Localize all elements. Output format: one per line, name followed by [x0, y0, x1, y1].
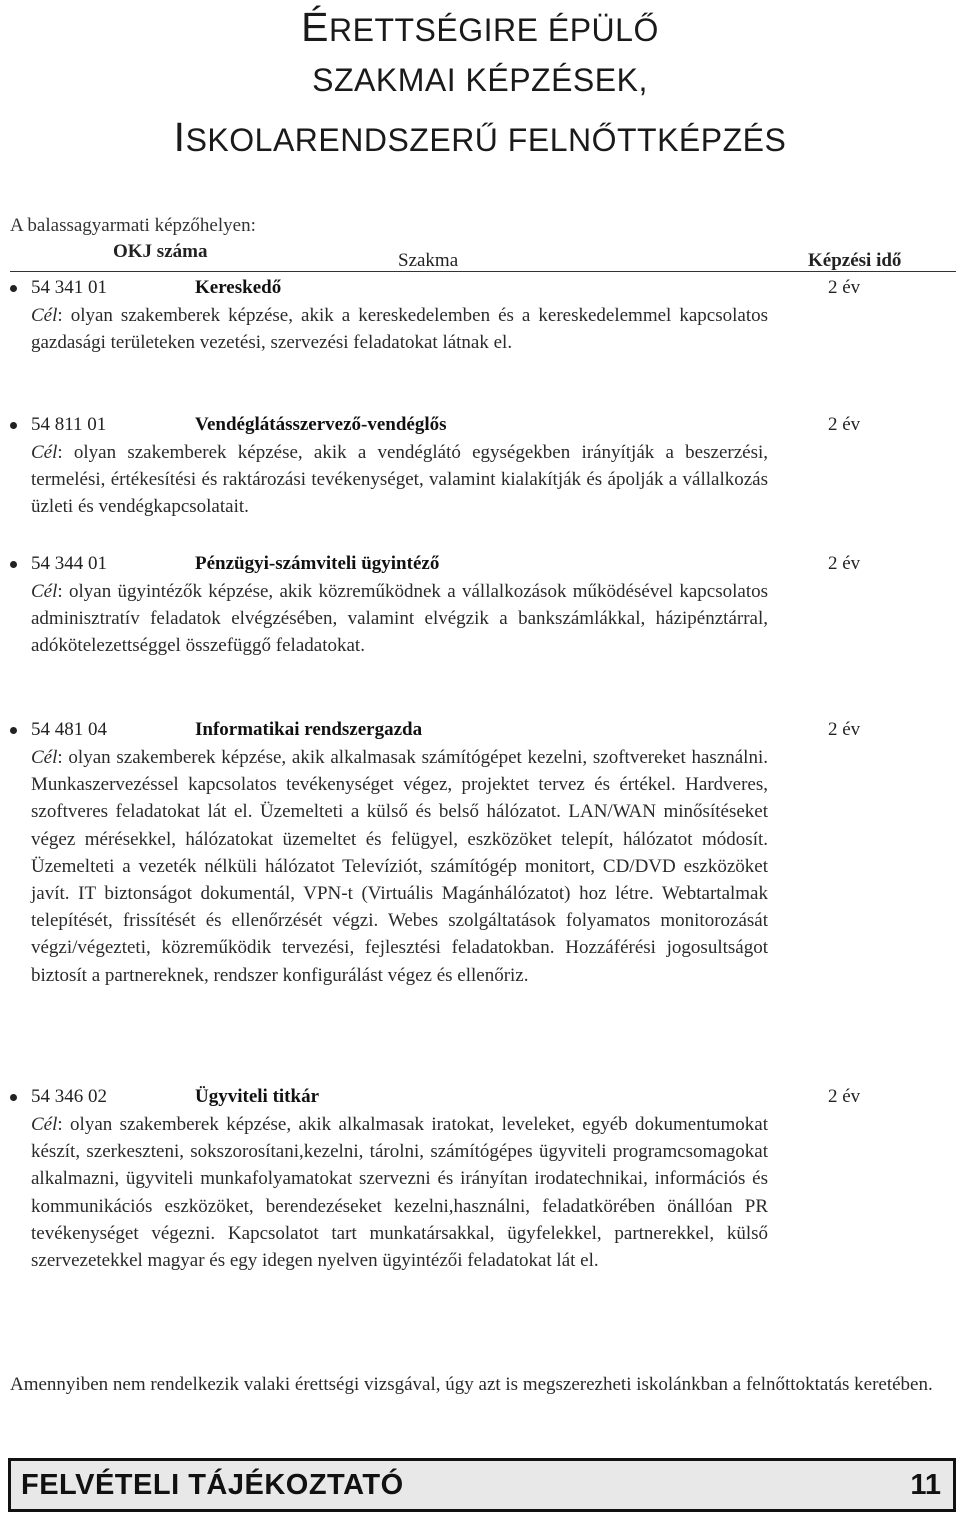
description-text: : olyan szakemberek képzése, akik alkalmasak számítógépet kezelni, szoftvereket használni. Munkaszervezéssel kapcsolatos tevékenységet végez, projektet tervez és értékel. Hardveres, szoftveres feladatokat lát el. Üzemelteti a külső és belső hálózatot. LAN/WAN minősítéseket végez mérésekkel, hálózatokat üzemeltet és felügyel, eszközöket telepít, hálózatot módosít. Üzemelteti a vezeték nélküli hálózatot Televíziót, számítógép monitort, CD/DVD eszközöket javít. IT biztonságot dokumentál, VPN-t (Virtuális Magánhálózatot) hoz létre. Webtartalmak telepítését, frissítését és ellenőrzését végzi. Webes szolgáltatások folyamatos monitorozását végzi/végezteti, közreműködik tervezési, fejlesztési feladatokban. Hozzáférési jogosultságot biztosít a partnereknek, rendszer konfigurálást végez és ellenőriz.	[31, 747, 768, 986]
header-code: OKJ száma	[113, 241, 208, 262]
list-item	[0, 274, 960, 356]
bullet-icon	[10, 727, 17, 734]
profession-name: Ügyviteli titkár	[195, 1086, 320, 1107]
description-text: : olyan szakemberek képzése, akik alkalmasak iratokat, leveleket, egyéb dokumentumokat készít, szerkeszteni, sokszorosítani,kezelni, tárolni, számítógépes ügyviteli programcsomagokat alkalmazni, ügyviteli munkafolyamatokat szervezni és irányítan irodatechnikai, információs és kommunikációs eszközöket, berendezéseket kezelni,használni, feladatkörében önállóan PR tevékenységet végezni. Kapcsolatot tart munkatársakkal, ügyfelekkel, partnerekkel, külső szervezetekkel magyar és egy idegen nyelven ügyintézői feladatokat lát el.	[31, 1114, 768, 1272]
list-item	[0, 1083, 960, 1274]
training-duration: 2 év	[828, 1086, 861, 1107]
profession-name: Informatikai rendszergazda	[195, 719, 423, 740]
page-title-line-1	[0, 4, 960, 51]
profession-description	[31, 744, 768, 989]
page-title-line-2: SZAKMAI KÉPZÉSEK,	[312, 62, 648, 98]
cel-label: Cél	[31, 747, 58, 768]
header-divider	[10, 271, 956, 272]
profession-description	[31, 1111, 768, 1274]
cel-label: Cél	[31, 305, 58, 326]
training-duration: 2 év	[828, 277, 861, 298]
bullet-icon	[10, 561, 17, 568]
footer-title: FELVÉTELI TÁJÉKOZTATÓ	[21, 1469, 404, 1501]
header-duration: Képzési idő	[808, 250, 902, 271]
cel-label: Cél	[31, 581, 58, 602]
okj-code: 54 341 01	[31, 277, 107, 298]
profession-name: Pénzügyi-számviteli ügyintéző	[195, 553, 440, 574]
okj-code: 54 346 02	[31, 1086, 107, 1107]
training-duration: 2 év	[828, 553, 861, 574]
description-text: : olyan szakemberek képzése, akik a vendéglátó egységekben irányítják a beszerzési, termelési, értékesítési és raktározási tevékenységet, valamint kialakítják és ápolják a vállalkozás üzleti és vendégkapcsolatait.	[31, 442, 768, 518]
okj-code: 54 344 01	[31, 553, 107, 574]
bullet-icon	[10, 1094, 17, 1101]
profession-description	[31, 578, 768, 660]
header-name: Szakma	[398, 250, 459, 271]
bullet-icon	[10, 422, 17, 429]
okj-code: 54 481 04	[31, 719, 107, 740]
list-item	[0, 411, 960, 521]
title-initial: I	[173, 114, 186, 160]
title-text: RETTSÉGIRE ÉPÜLŐ	[329, 12, 659, 48]
list-item	[0, 716, 960, 989]
description-text: : olyan szakemberek képzése, akik a kereskedelemben és a kereskedelemmel kapcsolatos gazdasági területeken vezetési, szervezési feladatokat látnak el.	[31, 305, 768, 354]
title-text: SKOLARENDSZERŰ FELNŐTTKÉPZÉS	[185, 122, 787, 158]
adult-education-note: Amennyiben nem rendelkezik valaki érettségi vizsgával, úgy azt is megszerezheti iskolánkban a felnőttoktatás keretében.	[10, 1374, 933, 1395]
profession-description	[31, 302, 768, 356]
description-text: : olyan ügyintézők képzése, akik közreműködnek a vállalkozások működésével kapcsolatos adminisztratív feladatok elvégzésében, valamint elvégzik a bankszámlákkal, házipénztárral, adókötelezettséggel összefüggő feladatokat.	[31, 581, 768, 657]
list-item	[0, 550, 960, 660]
location-intro: A balassagyarmati képzőhelyen:	[10, 215, 256, 236]
profession-name: Kereskedő	[195, 277, 282, 298]
cel-label: Cél	[31, 442, 58, 463]
page-number: 11	[910, 1469, 941, 1501]
profession-name: Vendéglátásszervező-vendéglős	[195, 414, 447, 435]
title-initial: É	[301, 4, 329, 50]
training-duration: 2 év	[828, 719, 861, 740]
bullet-icon	[10, 285, 17, 292]
cel-label: Cél	[31, 1114, 58, 1135]
profession-description	[31, 439, 768, 521]
okj-code: 54 811 01	[31, 414, 107, 435]
training-duration: 2 év	[828, 414, 861, 435]
page-title-line-3	[0, 114, 960, 161]
page-footer	[8, 1458, 956, 1512]
